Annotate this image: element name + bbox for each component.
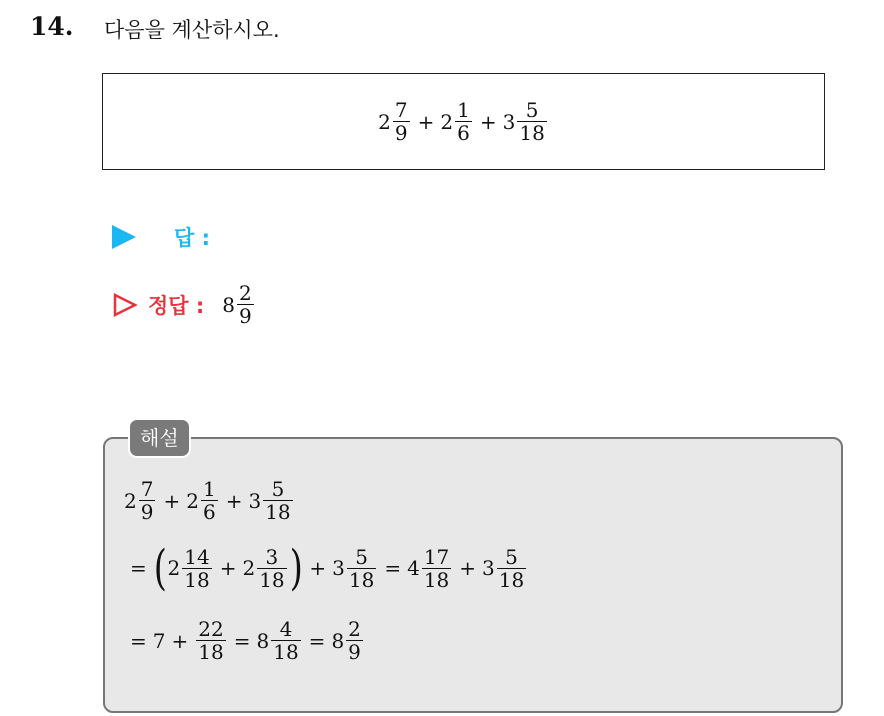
numerator: 14 — [184, 544, 210, 569]
whole-part: 3 — [502, 109, 516, 134]
fraction — [182, 546, 211, 591]
play-marker-icon — [112, 225, 136, 249]
mixed-number — [168, 546, 214, 591]
denominator: 18 — [184, 567, 210, 592]
numerator: 5 — [505, 544, 518, 569]
correct-answer-row — [112, 282, 256, 327]
math-operator: + — [219, 556, 237, 580]
math-operator: = — [130, 556, 147, 580]
numerator: 22 — [198, 617, 224, 641]
mixed-number — [256, 618, 302, 663]
math-paren: ( — [153, 540, 167, 596]
solution-tab: 해설 — [128, 418, 191, 458]
fraction — [497, 546, 526, 591]
numerator: 1 — [457, 98, 470, 122]
whole-part: 2 — [378, 109, 391, 134]
mixed-number — [186, 478, 219, 523]
denominator: 9 — [239, 304, 252, 328]
mixed-number — [332, 546, 378, 591]
fraction — [517, 99, 546, 144]
math-operator: + — [459, 556, 477, 580]
fraction — [237, 282, 254, 327]
answer-label: 답 : — [174, 226, 210, 250]
math-operator: = — [233, 628, 251, 653]
denominator: 18 — [348, 567, 375, 592]
math-operator: + — [163, 488, 181, 513]
whole-part: 8 — [256, 628, 270, 653]
math-number: 7 — [152, 628, 166, 653]
whole-part: 2 — [167, 556, 181, 580]
numerator: 5 — [525, 98, 539, 122]
mixed-number — [242, 546, 288, 591]
solution-line-2 — [124, 540, 528, 596]
mixed-number — [407, 546, 453, 591]
numerator: 17 — [423, 544, 450, 569]
whole-part: 2 — [242, 556, 256, 580]
correct-answer-label: 정답 : — [148, 293, 205, 318]
fraction — [196, 618, 225, 663]
math-paren: ) — [289, 540, 303, 596]
mixed-number — [331, 618, 364, 663]
math-operator: + — [225, 488, 243, 513]
mixed-number — [378, 99, 411, 144]
fraction — [393, 99, 410, 144]
denominator: 9 — [394, 121, 408, 145]
mixed-number — [440, 99, 473, 144]
math-operator: + — [479, 109, 497, 134]
answer-row — [112, 222, 210, 252]
denominator: 6 — [202, 500, 216, 524]
denominator: 18 — [519, 121, 545, 145]
math-operator: + — [417, 109, 435, 134]
question-number: 14. — [30, 12, 74, 41]
whole-part: 3 — [248, 488, 262, 513]
numerator: 4 — [279, 617, 293, 641]
mixed-number — [482, 546, 528, 591]
problem-expression — [378, 99, 549, 144]
math-operator: + — [171, 628, 189, 653]
whole-part: 3 — [482, 556, 495, 580]
whole-part: 4 — [407, 556, 420, 580]
fraction — [263, 478, 292, 523]
denominator: 6 — [457, 121, 470, 145]
outline-triangle-icon — [112, 292, 138, 318]
denominator: 18 — [273, 640, 299, 664]
whole-part: 8 — [222, 292, 236, 317]
mixed-number — [222, 282, 255, 327]
numerator: 2 — [239, 281, 252, 305]
math-operator: + — [309, 556, 327, 580]
denominator: 18 — [198, 640, 224, 664]
mixed-number — [248, 478, 294, 523]
whole-part: 3 — [332, 556, 345, 580]
fraction — [422, 546, 451, 591]
fraction — [271, 618, 300, 663]
fraction — [346, 618, 363, 663]
whole-part: 8 — [331, 628, 345, 653]
fraction — [455, 99, 472, 144]
numerator: 5 — [271, 477, 285, 501]
whole-part: 2 — [186, 488, 199, 513]
denominator: 18 — [423, 567, 450, 592]
fraction — [201, 478, 218, 523]
denominator: 9 — [348, 640, 361, 664]
fraction — [347, 546, 376, 591]
numerator: 1 — [202, 477, 216, 501]
numerator: 7 — [394, 98, 408, 122]
question-text: 다음을 계산하시오. — [104, 18, 280, 42]
math-operator: = — [384, 556, 402, 580]
problem-box — [102, 73, 825, 170]
numerator: 2 — [348, 617, 361, 641]
numerator: 5 — [355, 544, 368, 569]
solution-line-1 — [124, 478, 295, 523]
whole-part: 2 — [440, 109, 454, 134]
denominator: 9 — [140, 500, 154, 524]
math-operator: = — [130, 628, 147, 653]
numerator: 3 — [265, 544, 279, 569]
mixed-number — [194, 618, 227, 663]
fraction — [139, 478, 156, 523]
mixed-number — [503, 99, 549, 144]
math-operator: = — [308, 628, 326, 653]
whole-part: 2 — [124, 488, 137, 513]
correct-answer-value — [222, 282, 255, 327]
denominator: 18 — [259, 567, 285, 592]
solution-line-3 — [124, 618, 365, 663]
denominator: 18 — [498, 567, 525, 592]
mixed-number — [124, 478, 157, 523]
fraction — [257, 546, 286, 591]
numerator: 7 — [140, 477, 154, 501]
denominator: 18 — [265, 500, 291, 524]
